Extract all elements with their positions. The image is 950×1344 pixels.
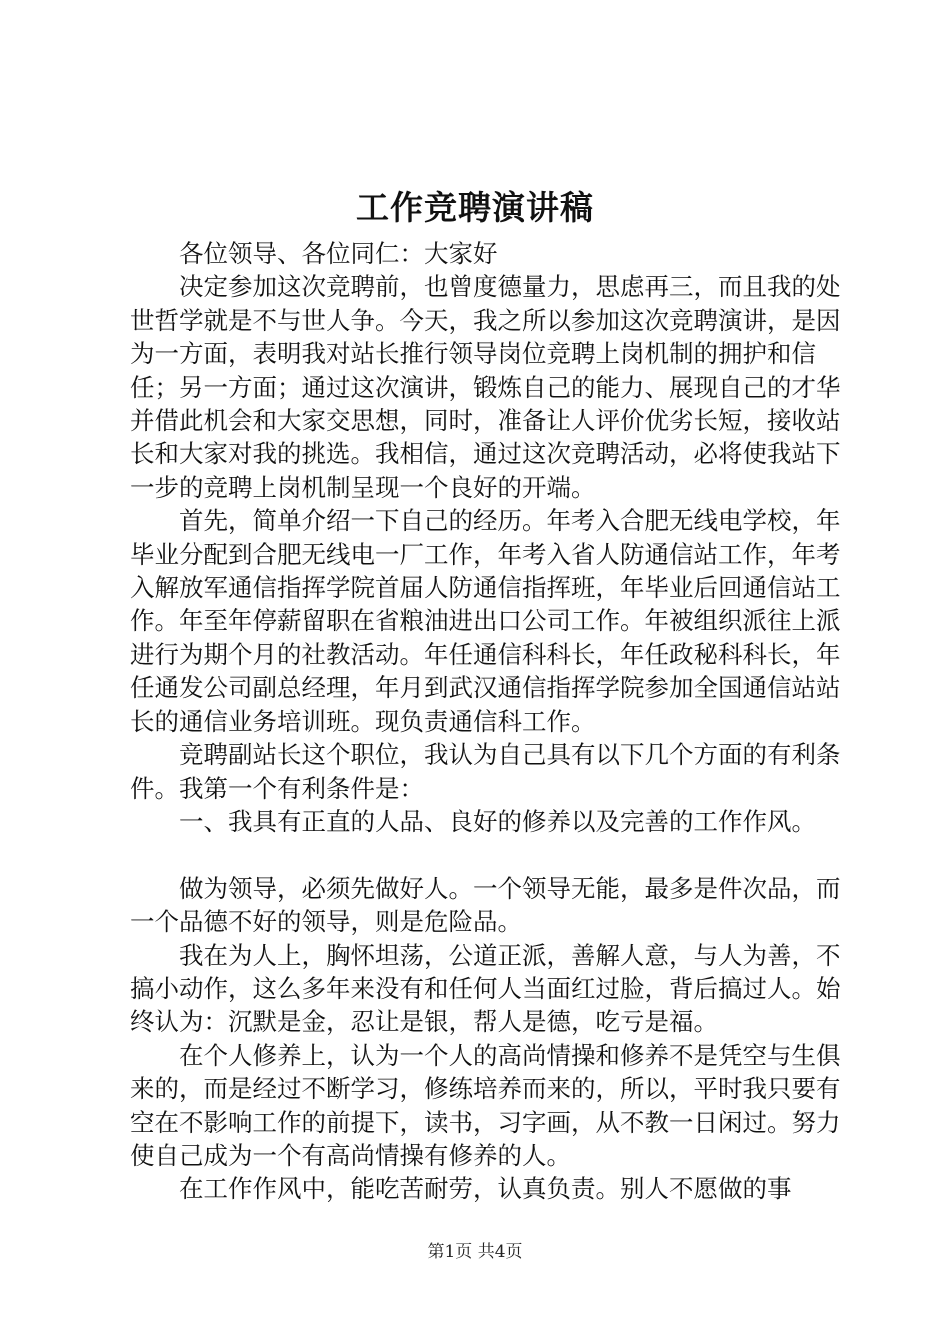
- document-title: 工作竞聘演讲稿: [356, 188, 594, 227]
- paragraph-experience: 首先，简单介绍一下自己的经历。年考入合肥无线电学校，年毕业分配到合肥无线电一厂工作，年考入省人防通信站工作，年考入解放军通信指挥学院首届人防通信指挥班，年毕业后回通信站工作。年至年停薪留职在省粮油进出口公司工作。年被组织派往上派进行为期个月的社教活动。年任通信科科长，年任政秘科科长，年任通发公司副总经理，年月到武汉通信指挥学院参加全国通信站站长的通信业务培训班。现负责通信科工作。: [130, 506, 841, 736]
- paragraph-intro: 决定参加这次竞聘前，也曾度德量力，思虑再三，而且我的处世哲学就是不与世人争。今天，我之所以参加这次竞聘演讲，是因为一方面，表明我对站长推行领导岗位竞聘上岗机制的拥护和信任；另一方面；通过这次演讲，锻炼自己的能力、展现自己的才华并借此机会和大家交思想，同时，准备让人评价优劣长短，接收站长和大家对我的挑选。我相信，通过这次竞聘活动，必将使我站下一步的竞聘上岗机制呈现一个良好的开端。: [130, 272, 841, 502]
- paragraph-cultivation: 在个人修养上，认为一个人的高尚情操和修养不是凭空与生俱来的，而是经过不断学习，修练培养而来的，所以，平时我只要有空在不影响工作的前提下，读书，习字画，从不教一日闲过。努力使自己成为一个有高尚情操有修养的人。: [130, 1040, 841, 1170]
- paragraph-leadership: 做为领导，必须先做好人。一个领导无能，最多是件次品，而一个品德不好的领导，则是危险品。: [130, 873, 841, 937]
- paragraph-character: 我在为人上，胸怀坦荡，公道正派，善解人意，与人为善，不搞小动作，这么多年来没有和任何人当面红过脸，背后搞过人。始终认为：沉默是金，忍让是银，帮人是德，吃亏是福。: [130, 940, 841, 1037]
- paragraph-point-one: 一、我具有正直的人品、良好的修养以及完善的工作作风。: [179, 806, 816, 836]
- document-body: [130, 237, 850, 1206]
- paragraph-work-style: 在工作作风中，能吃苦耐劳，认真负责。别人不愿做的事: [179, 1174, 792, 1204]
- paragraph-conditions: 竞聘副站长这个职位，我认为自己具有以下几个方面的有利条件。我第一个有利条件是：: [130, 740, 841, 803]
- page-number-footer: 第1页 共4页: [427, 1242, 523, 1262]
- paragraph-greeting: 各位领导、各位同仁：大家好: [179, 239, 498, 268]
- paragraph-spacer: [130, 838, 850, 871]
